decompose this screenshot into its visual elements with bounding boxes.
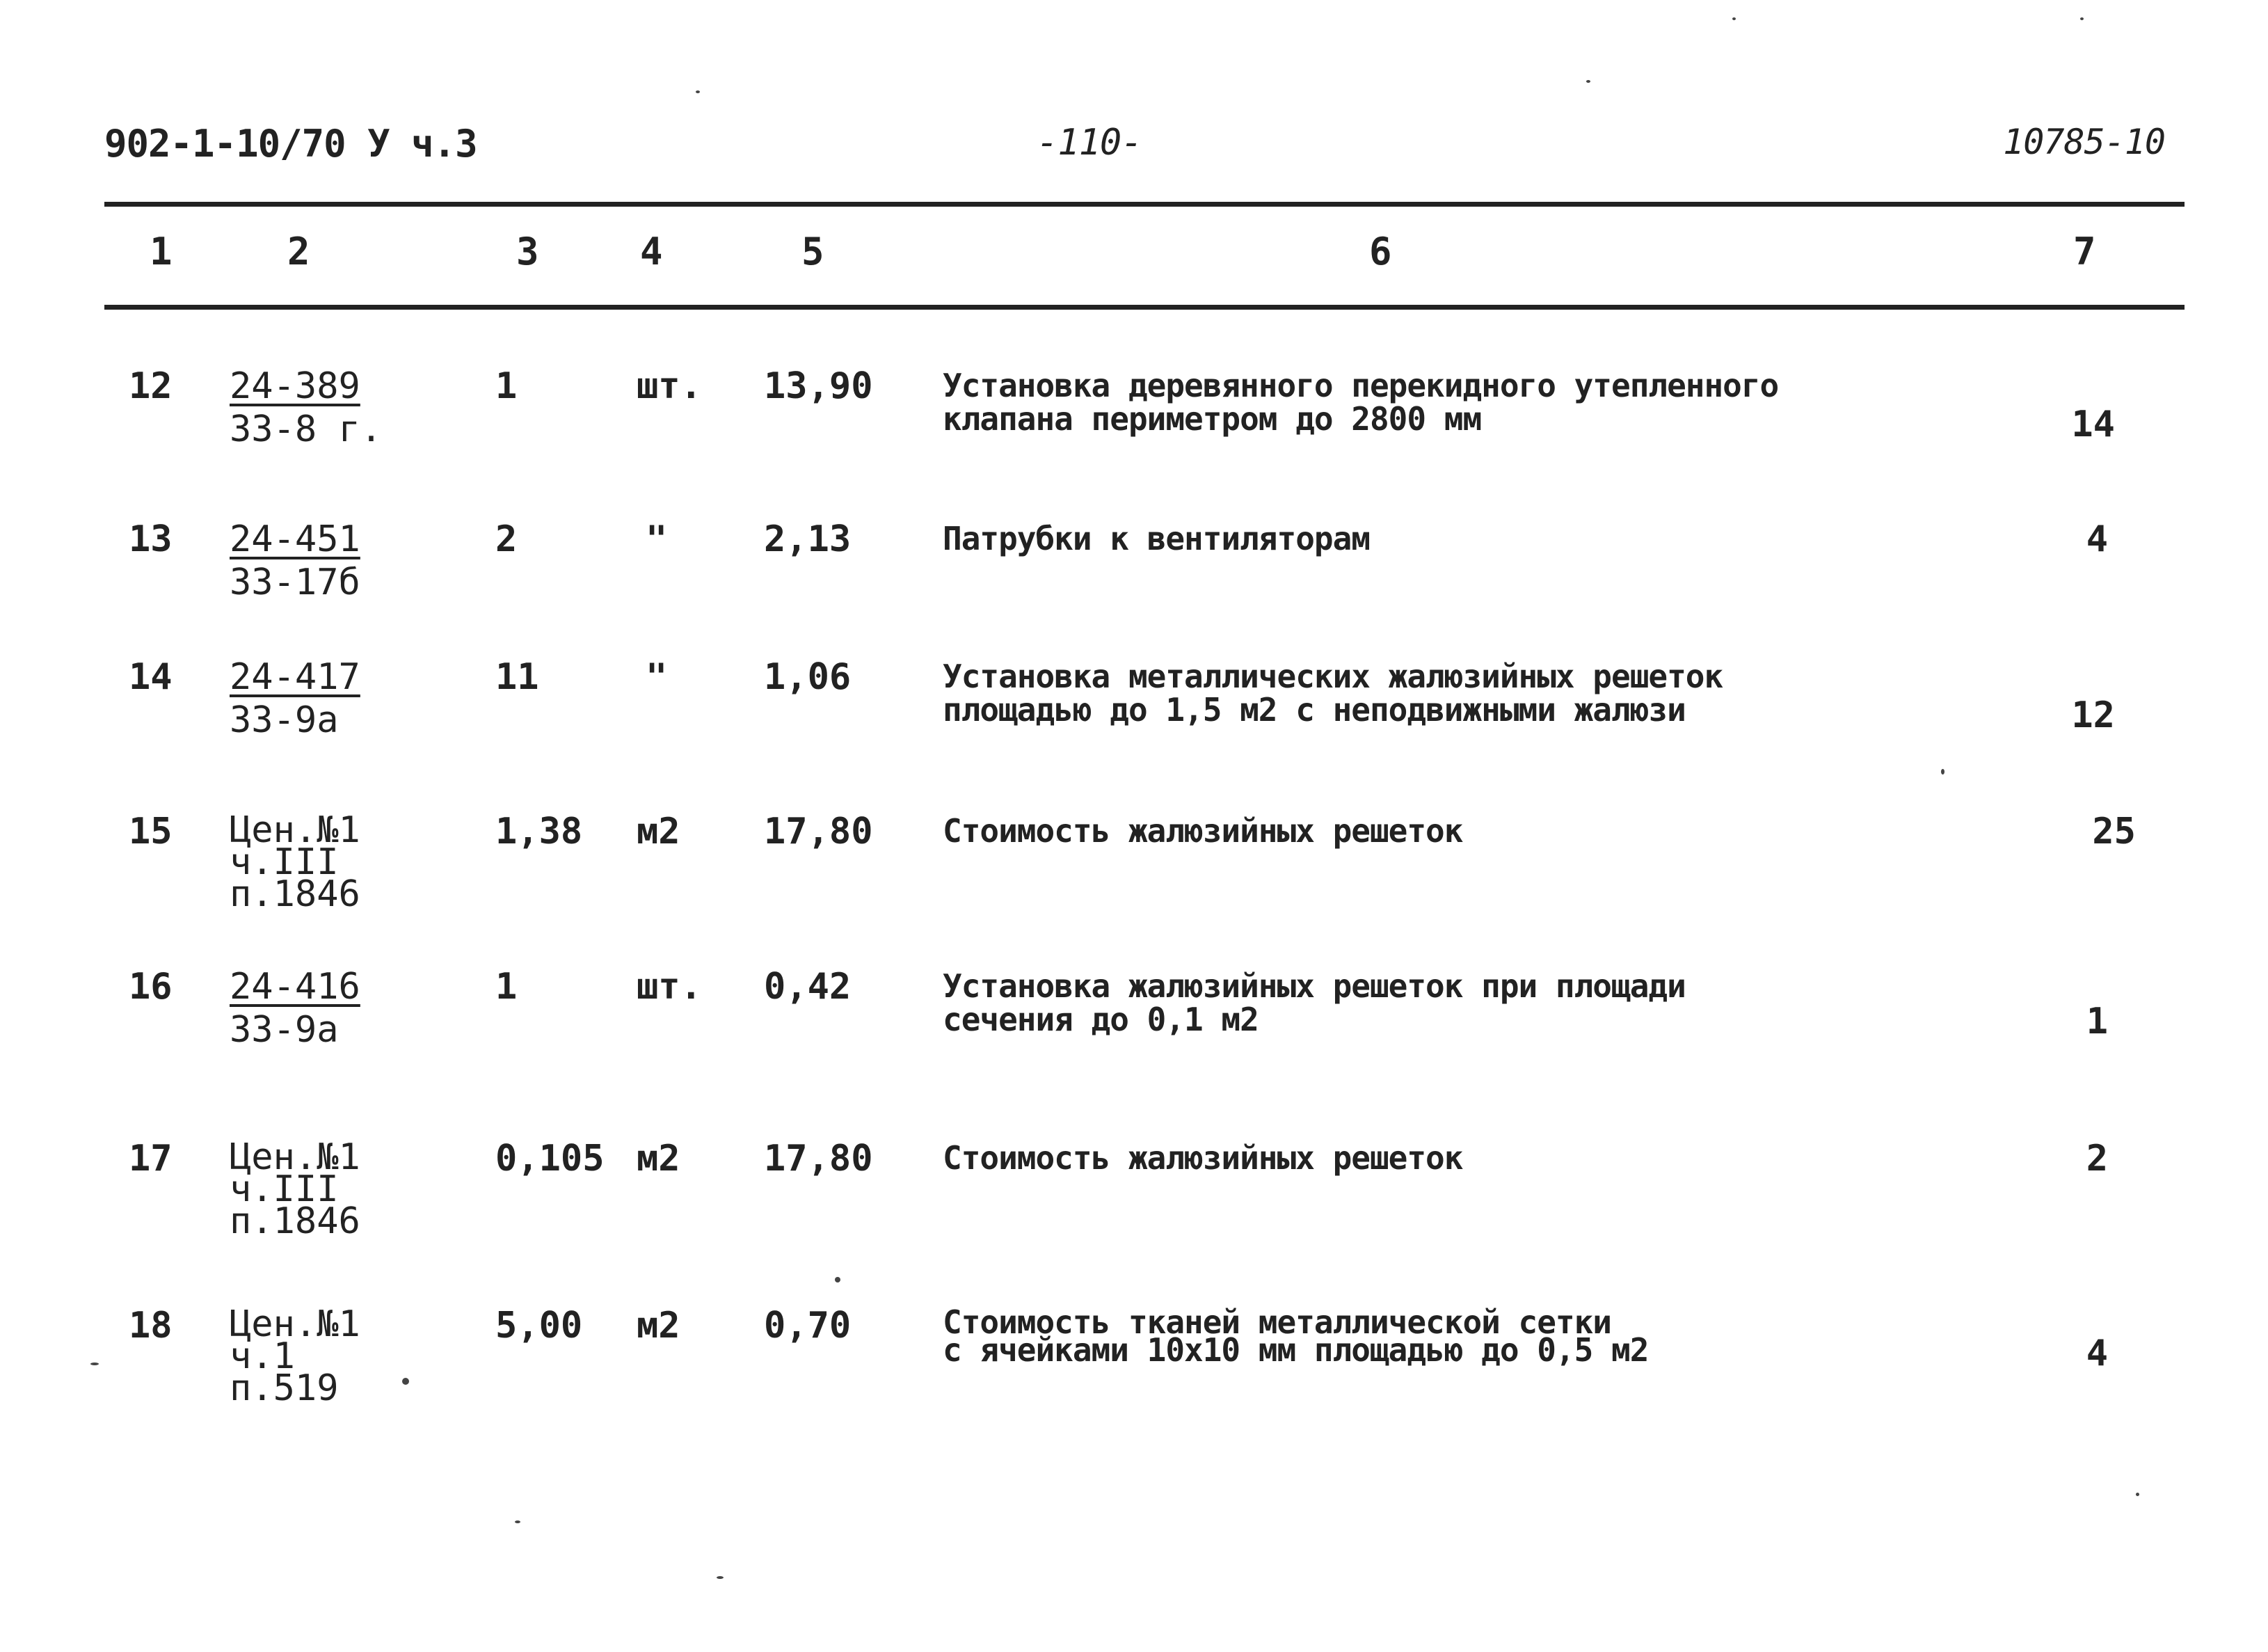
unit: м2 [637,1138,680,1180]
quantity: 2 [495,518,518,560]
description-line: сечения до 0,1 м2 [943,1001,1259,1038]
reference-bottom: 33-9а [230,699,339,741]
unit: шт. [637,966,702,1008]
rate-reference [230,1303,360,1409]
scan-speck [402,1378,409,1385]
unit: " [646,656,668,698]
reference-top: 24-389 [230,365,360,407]
quantity: 1,38 [495,811,583,852]
description-line: площадью до 1,5 м2 с неподвижными жалюзи [943,691,1686,729]
quantity: 11 [495,656,539,698]
rate-reference [230,809,360,915]
description-line: клапана периметром до 2800 мм [943,400,1482,438]
column-header-2: 2 [287,230,310,273]
column-header-1: 1 [150,230,173,273]
unit-price: 17,80 [764,811,873,852]
description-line: Стоимость тканей металлической сетки [943,1303,1611,1341]
reference-bottom: 33-17б [230,562,360,603]
table-header-rule [104,305,2185,310]
unit-price: 13,90 [764,365,873,407]
scan-speck [696,90,700,93]
row-number: 14 [129,656,173,698]
description-line: с ячейками 10х10 мм площадью до 0,5 м2 [943,1331,1649,1369]
total-cost: 4 [2086,518,2108,560]
rate-reference [230,518,360,603]
rate-reference [230,656,360,741]
work-description [943,369,1778,436]
quantity: 5,00 [495,1305,583,1347]
table-top-rule [104,202,2185,207]
work-description [943,1303,1649,1369]
reference-bottom: 33-8 г. [230,408,383,450]
total-cost: 4 [2086,1333,2108,1374]
description-line: Патрубки к вентиляторам [943,520,1370,557]
scan-speck [835,1277,840,1282]
rate-reference [230,365,383,450]
reference-top: 24-417 [230,656,360,698]
reference-line: Цен.№1 [230,1303,360,1345]
description-line: Установка жалюзийных решеток при площади [943,967,1686,1005]
column-header-6: 6 [1369,230,1392,273]
row-number: 12 [129,365,173,407]
unit: м2 [637,811,680,852]
work-description [943,969,1686,1036]
total-cost: 12 [2071,694,2115,736]
row-number: 17 [129,1138,173,1180]
unit: " [646,518,668,560]
column-header-5: 5 [801,230,824,273]
scan-speck [2136,1493,2139,1496]
column-header-3: 3 [516,230,539,273]
quantity: 1 [495,365,518,407]
work-description [943,1141,1462,1175]
reference-line: Цен.№1 [230,1136,360,1178]
scan-speck [717,1576,724,1579]
column-header-7: 7 [2073,230,2096,273]
row-number: 13 [129,518,173,560]
reference-top: 24-416 [230,966,360,1008]
page-number: -110- [1037,122,1142,164]
document-code: 902-1-10/70 У ч.3 [104,122,477,166]
scan-speck [90,1363,99,1365]
reference-line: п.1846 [230,1200,360,1242]
unit: шт. [637,365,702,407]
scan-speck [1941,769,1944,775]
description-line: Стоимость жалюзийных решеток [943,1139,1463,1177]
reference-line: п.1846 [230,873,360,915]
column-header-4: 4 [640,230,663,273]
reference-bottom: 33-9а [230,1009,339,1051]
scan-speck [1586,80,1590,83]
total-cost: 2 [2086,1138,2108,1180]
description-line: Установка металлических жалюзийных решеток [943,658,1723,695]
work-description [943,814,1462,848]
scan-speck [515,1520,520,1523]
reference-line: ч.III [230,1168,339,1210]
work-description [943,522,1370,555]
unit-price: 1,06 [764,656,852,698]
row-number: 16 [129,966,173,1008]
unit: м2 [637,1305,680,1347]
unit-price: 17,80 [764,1138,873,1180]
unit-price: 0,42 [764,966,852,1008]
description-line: Стоимость жалюзийных решеток [943,812,1463,850]
work-description [943,658,1723,729]
row-number: 15 [129,811,173,852]
total-cost: 25 [2092,811,2136,852]
quantity: 1 [495,966,518,1008]
sheet-code: 10785-10 [2003,122,2165,162]
unit-price: 0,70 [764,1305,852,1347]
reference-line: Цен.№1 [230,809,360,851]
total-cost: 14 [2071,404,2115,445]
unit-price: 2,13 [764,518,852,560]
reference-line: ч.1 [230,1335,295,1377]
reference-top: 24-451 [230,518,360,560]
quantity: 0,105 [495,1138,605,1180]
reference-line: ч.III [230,841,339,883]
rate-reference [230,966,360,1051]
description-line: Установка деревянного перекидного утепленного [943,367,1779,404]
row-number: 18 [129,1305,173,1347]
total-cost: 1 [2086,1001,2108,1042]
rate-reference [230,1136,360,1242]
scan-speck [2080,17,2084,20]
scan-speck [1732,17,1736,20]
reference-line: п.519 [230,1367,339,1409]
